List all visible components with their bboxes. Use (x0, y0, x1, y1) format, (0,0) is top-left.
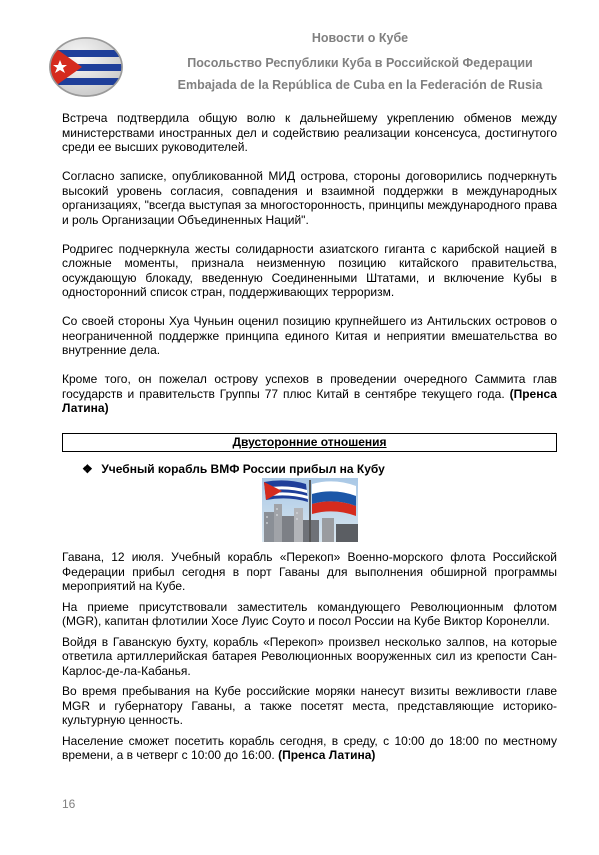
paragraph: Войдя в Гаванскую бухту, корабль «Перекоп» произвел несколько залпов, на которые ответила артиллерийская батарея Революционных вооруженных сил из крепости Сан-Карлос-де-ла-Кабанья. (62, 634, 557, 678)
paragraph: Со своей стороны Хуа Чуньин оценил позицию крупнейшего из Антильских островов о неограниченной поддержке принципа единого Китая и неприятии вмешательства во внутренние дела. (62, 314, 557, 357)
article-photo (262, 478, 358, 542)
paragraph: Гавана, 12 июля. Учебный корабль «Перекоп» Военно-морского флота Российской Федерации прибыл сегодня в порт Гаваны для выполнения обширной программы мероприятий на Кубе. (62, 550, 557, 593)
paragraph-with-source (62, 734, 557, 763)
paragraph-text: Кроме того, он пожелал острову успехов в проведении очередного Саммита глав государств и правительств Группы 77 плюс Китай в сентябре текущего года. (62, 372, 557, 401)
paragraph: Родригес подчеркнула жесты солидарности азиатского гиганта с карибской нацией в сложные моменты, признала неизменную позицию китайского правительства, осуждающую блокаду, введенную Соединенными Штатами, и включение Кубы в односторонний список стран, поддерживающих терроризм. (62, 241, 557, 299)
header-embassy-ru: Посольство Республики Куба в Российской Федерации (187, 56, 533, 70)
paragraph: Во время пребывания на Кубе российские моряки нанесут визиты вежливости главе MGR и губернатору Гаваны, а также посетят места, представляющие историко-культурную ценность. (62, 684, 557, 727)
flags-photo-icon (262, 478, 358, 542)
page-number: 16 (62, 797, 76, 811)
source-tag: (Пренса Латина) (62, 386, 557, 415)
paragraph: Встреча подтвердила общую волю к дальнейшему укреплению обменов между министерствами иностранных дел и содействию реализации консенсуса, достигнутого среди ее высших руководителей. (62, 111, 557, 154)
paragraph-with-source (62, 372, 557, 416)
header-title: Новости о Кубе (311, 31, 409, 45)
article-body (62, 550, 557, 769)
source-tag: (Пренса Латина) (278, 748, 376, 762)
paragraph: Согласно записке, опубликованной МИД острова, стороны договорились подчеркнуть высокий уровень согласия, совпадения и взаимной поддержки в международных организациях, "всегда выступая за многосторонность, принципы международного права и роль Организации Объединенных Наций". (62, 169, 557, 227)
header-embassy-es: Embajada de la República de Cuba en la Federación de Rusia (177, 78, 543, 92)
article-title (82, 462, 385, 476)
article-continuation (62, 111, 557, 430)
page-header (0, 0, 599, 100)
paragraph: На приеме присутствовали заместитель командующего Революционным флотом (MGR), капитан флотилии Хосе Луис Соуто и посол России на Кубе Виктор Коронелли. (62, 599, 557, 628)
article-title-text: Учебный корабль ВМФ России прибыл на Кубу (101, 462, 385, 476)
section-header: Двусторонние отношения (62, 433, 557, 452)
paragraph-text: Население сможет посетить корабль сегодня, в среду, с 10:00 до 18:00 по местному времени, а в четверг с 10:00 до 16:00. (62, 733, 557, 762)
diamond-bullet-icon: ❖ (82, 462, 93, 476)
